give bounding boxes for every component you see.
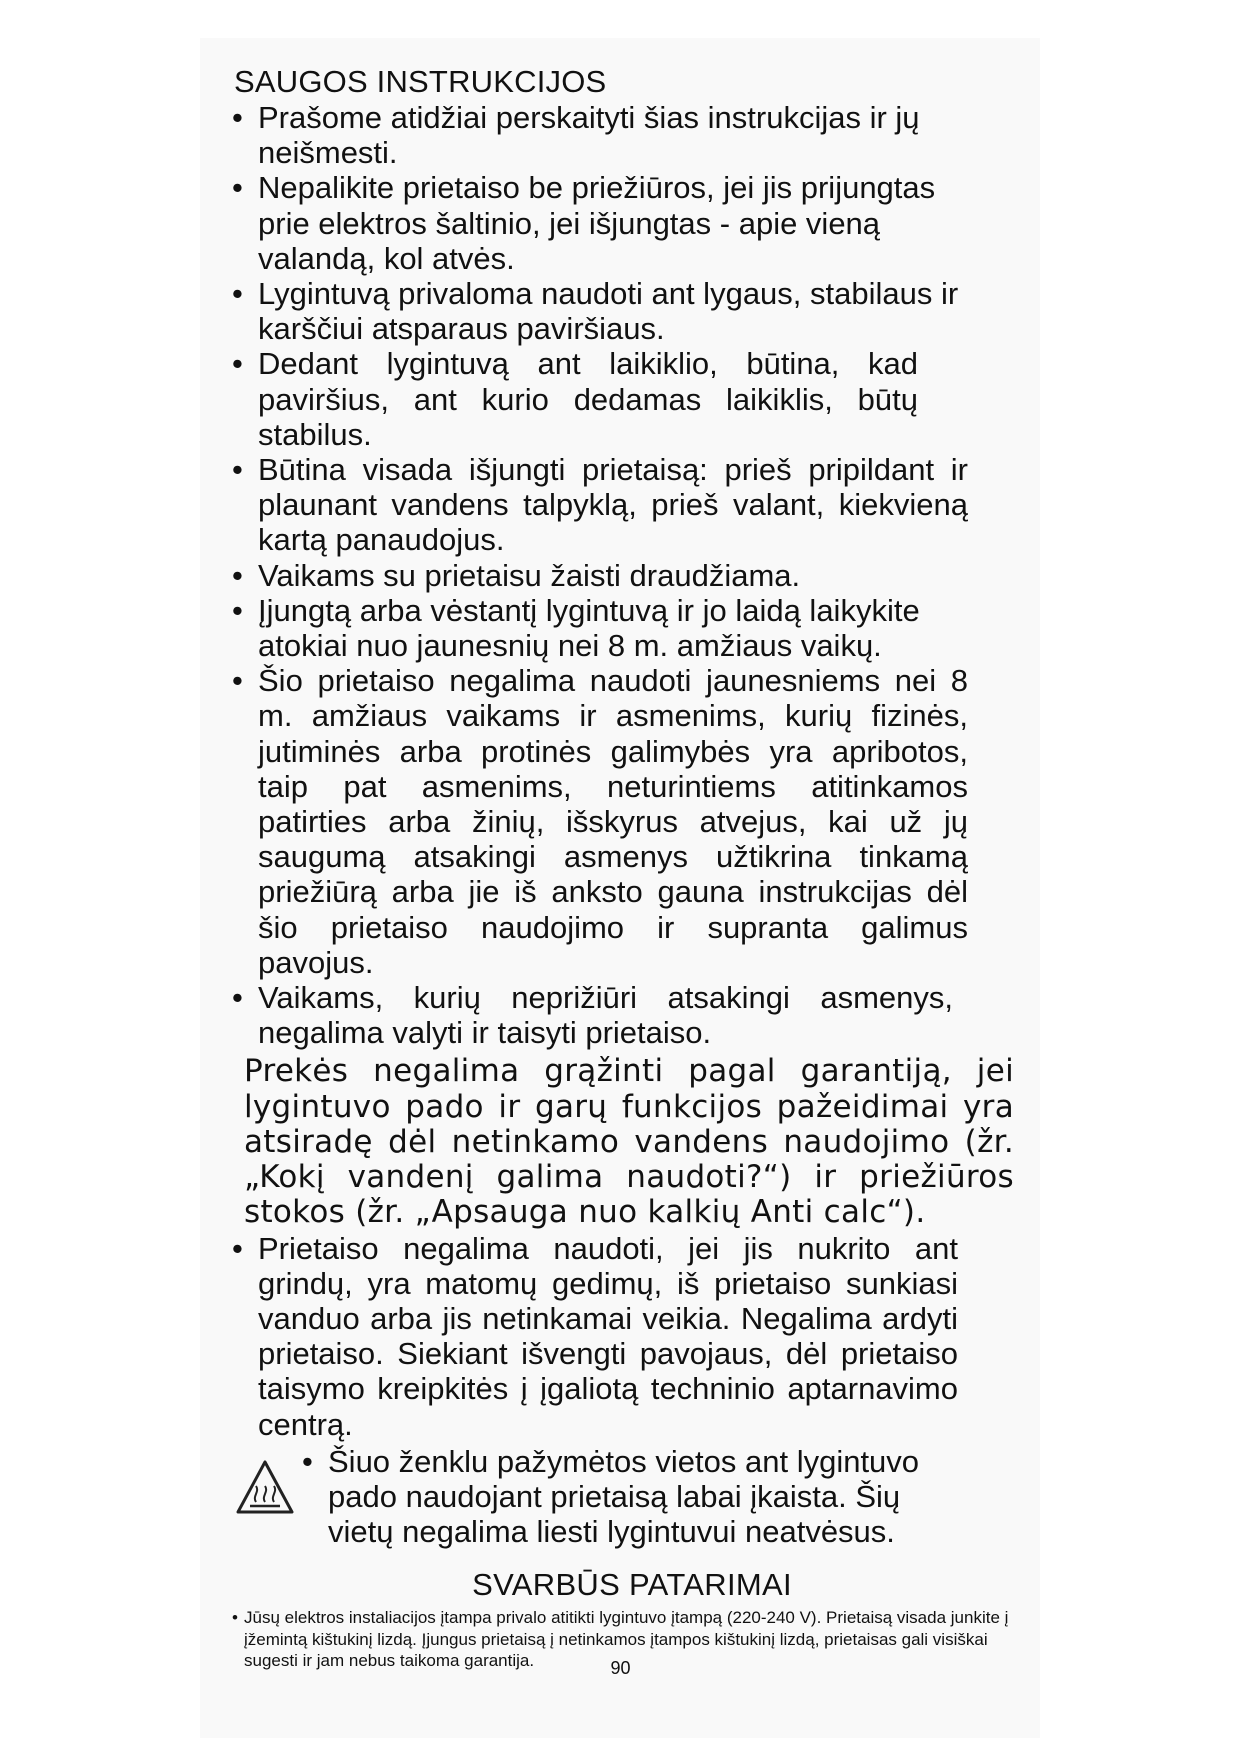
page-number: 90 <box>610 1658 631 1678</box>
warranty-note: Prekės negalima grąžinti pagal garantiją, jei lygintuvo pado ir garų funkcijos pažeidimai yra atsiradę dėl netinkamo vandens naudojimo (žr. „Kokį vandenį galima naudoti?“) ir priežiūros stokos (žr. „Apsauga nuo kalkių Anti calc“). <box>244 1053 1014 1231</box>
tip-item: • Jūsų elektros instaliacijos įtampa privalo atitikti lygintuvo įtampą (220-240 V). Prietaisą visada junkite į įžemintą kištukinį lizdą. Įjungus prietaisą į netinkamos įtampos kištukinį lizdą, prietaisas gali visiškai sugesti ir jam nebus taikoma garantija. <box>232 1607 1034 1672</box>
bullet-item: • Įjungtą arba vėstantį lygintuvą ir jo laidą laikykite atokiai nuo jaunesnių nei 8 m. amžiaus vaikų. <box>232 593 968 663</box>
bullet-item: • Prašome atidžiai perskaityti šias instrukcijas ir jų neišmesti. <box>232 100 958 170</box>
bullet-item: • Šio prietaiso negalima naudoti jaunesniems nei 8 m. amžiaus vaikams ir asmenims, kurių fizinės, jutiminės arba protinės galimybės yra apribotos, taip pat asmenims, neturintiems atitinkamos patirties arba žinių, išskyrus atvejus, kai už jų saugumą atsakingi asmenys užtikrina tinkamą priežiūrą arba jie iš anksto gauna instrukcijas dėl šio prietaiso naudojimo ir supranta galimus pavojus. <box>232 663 968 980</box>
bullet-item: • Vaikams su prietaisu žaisti draudžiama. <box>232 558 968 593</box>
document-body <box>232 64 1032 1672</box>
bullet-item: • Būtina visada išjungti prietaisą: prieš pripildant ir plaunant vandens talpyklą, prieš valant, kiekvieną kartą panaudojus. <box>232 452 968 558</box>
tips-heading: SVARBŪS PATARIMAI <box>472 1567 792 1603</box>
bullet-item: • Vaikams, kurių neprižiūri atsakingi asmenys, negalima valyti ir taisyti prietaiso. <box>232 980 953 1050</box>
section-heading: SAUGOS INSTRUKCIJOS <box>234 64 607 99</box>
hot-surface-warning <box>232 1444 1032 1550</box>
bullet-item: • Lygintuvą privaloma naudoti ant lygaus, stabilaus ir karščiui atsparaus paviršiaus. <box>232 276 968 346</box>
bullet-item: • Dedant lygintuvą ant laikiklio, būtina, kad paviršius, ant kurio dedamas laikiklis, būtų stabilus. <box>232 346 918 452</box>
hot-surface-warning-icon <box>234 1458 296 1516</box>
bullet-item: • Nepalikite prietaiso be priežiūros, jei jis prijungtas prie elektros šaltinio, jei išjungtas - apie vieną valandą, kol atvės. <box>232 170 968 276</box>
bullet-item: • Prietaiso negalima naudoti, jei jis nukrito ant grindų, yra matomų gedimų, iš prietaiso sunkiasi vanduo arba jis netinkamai veikia. Negalima ardyti prietaiso. Siekiant išvengti pavojaus, dėl prietaiso taisymo kreipkitės į įgaliotą techninio aptarnavimo centrą. <box>232 1231 958 1442</box>
bullet-item: • Šiuo ženklu pažymėtos vietos ant lygintuvo pado naudojant prietaisą labai įkaista. Šių vietų negalima liesti lygintuvui neatvėsus. <box>302 1444 948 1550</box>
